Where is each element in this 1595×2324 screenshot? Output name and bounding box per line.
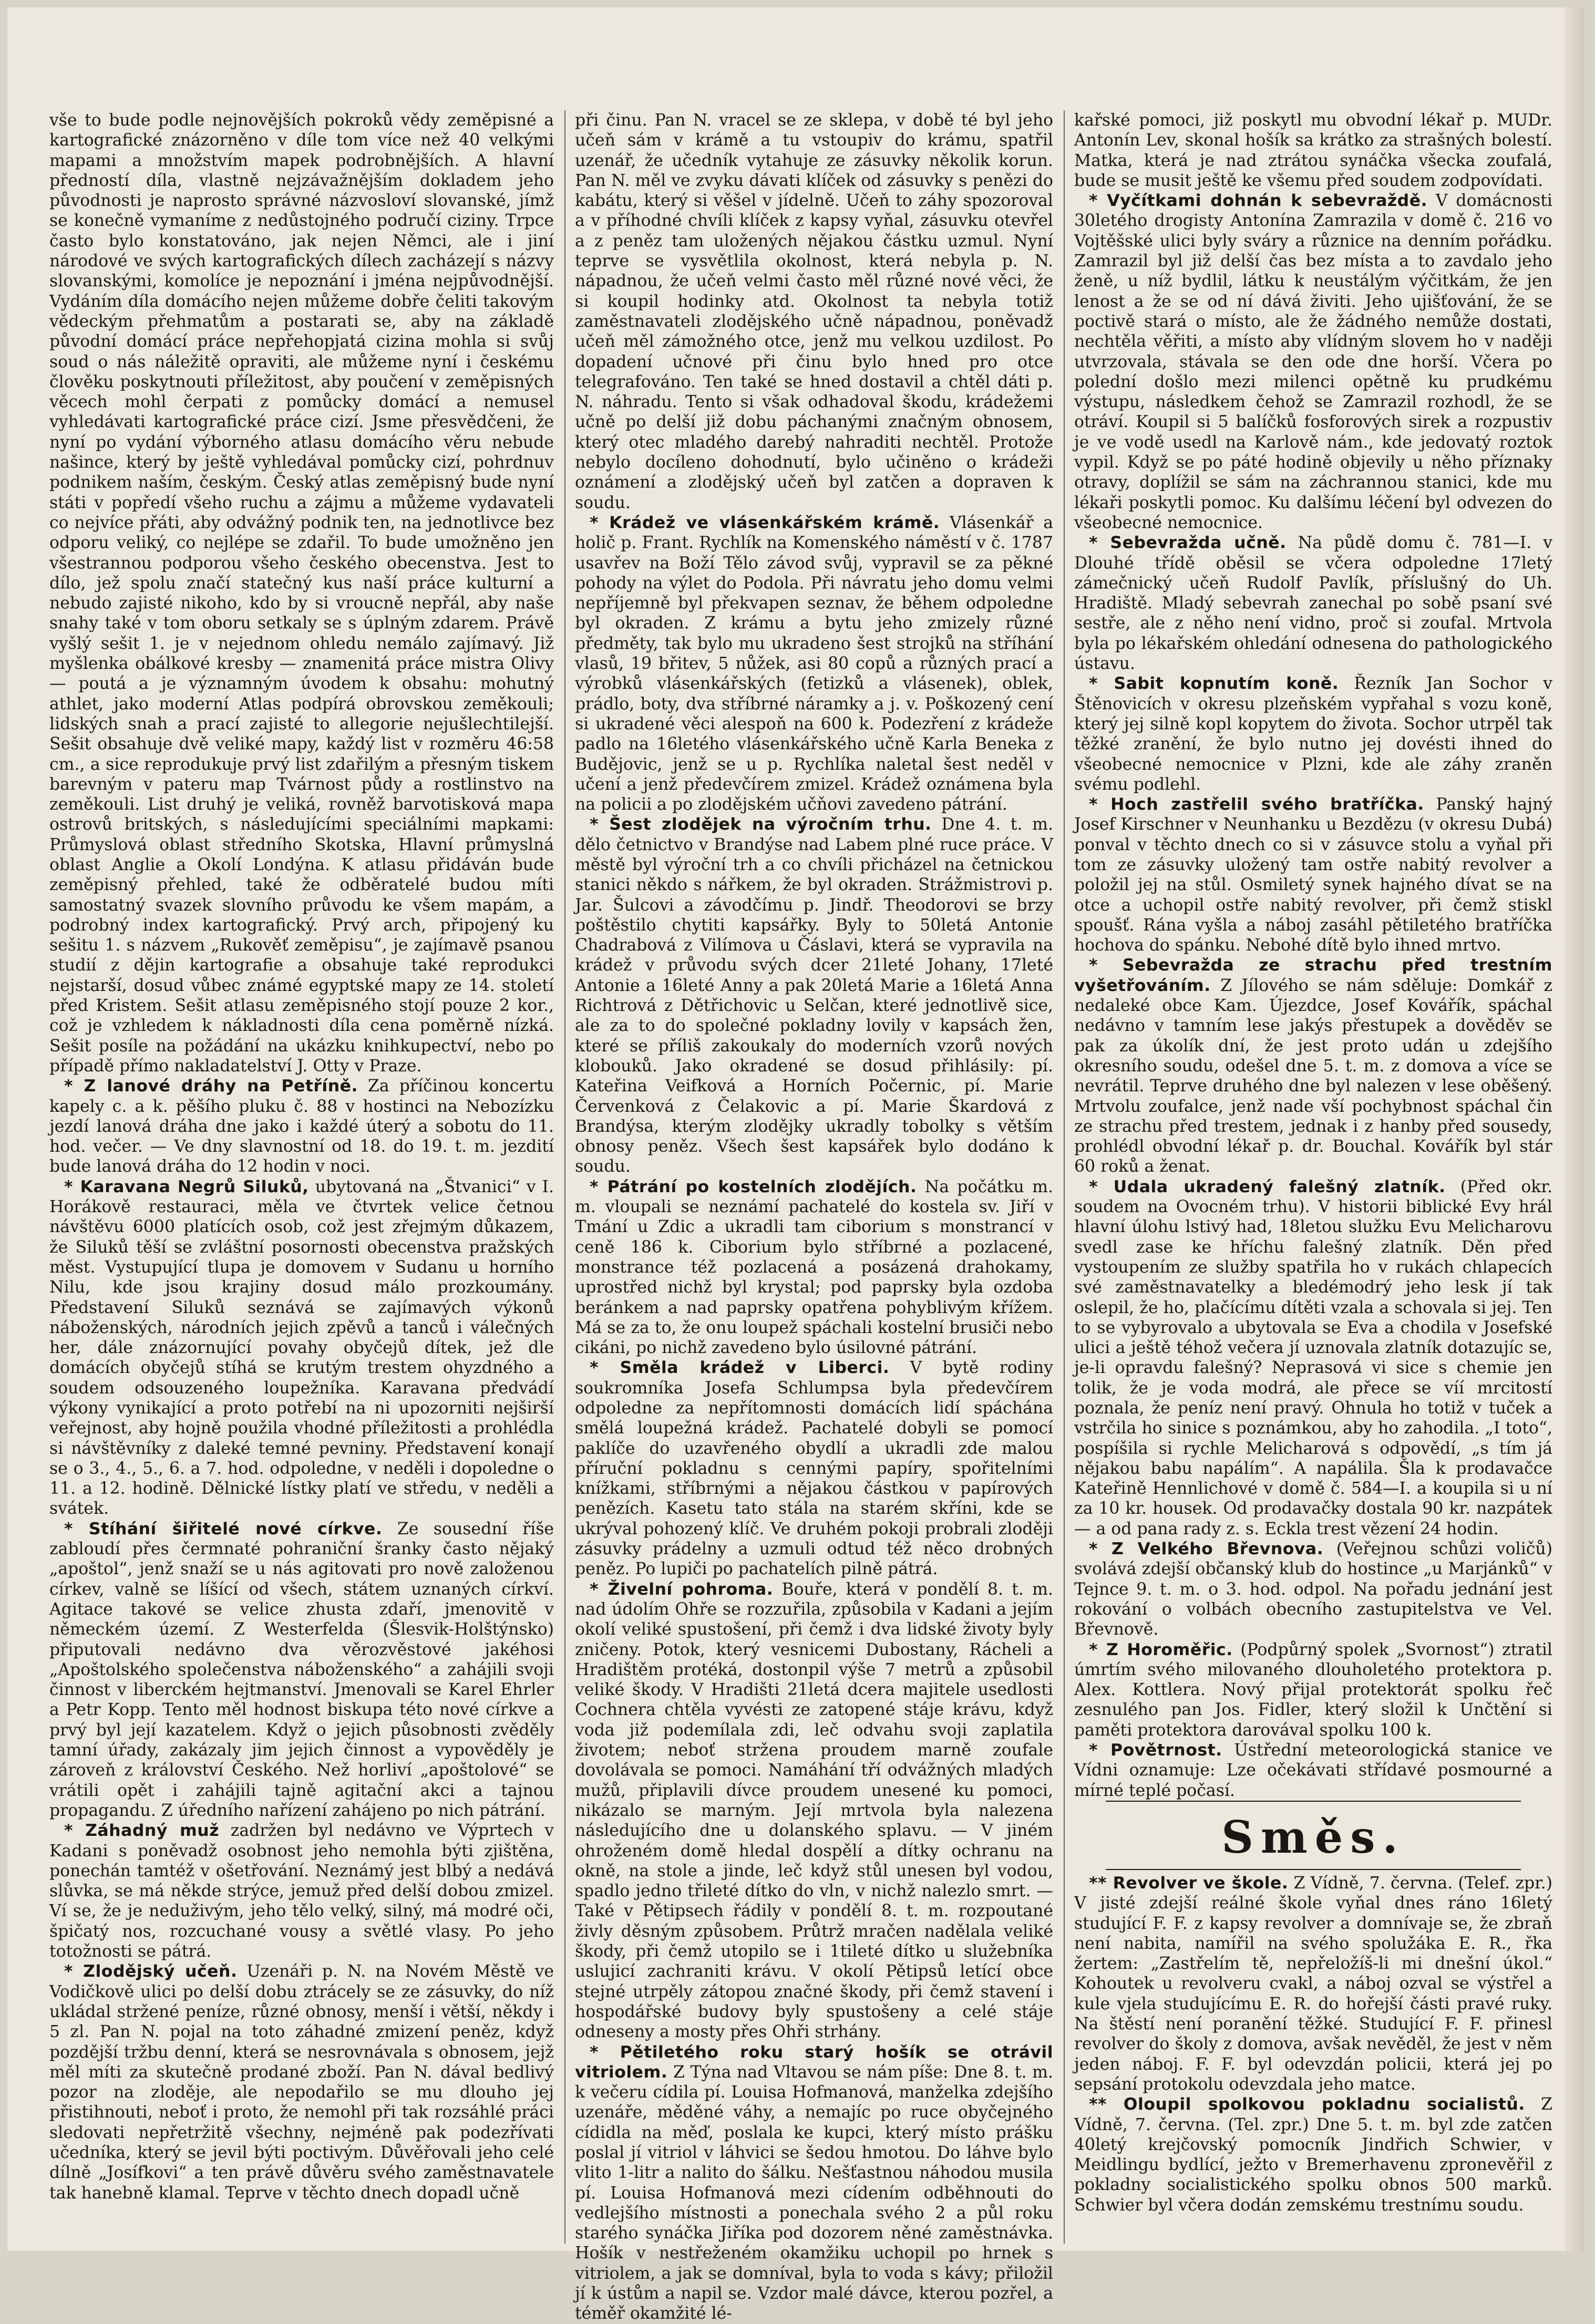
article-text: Panský hajný Josef Kirschner v Neunhanku u Bezdězu (v okresu Dubá) ponval v těchto dnech co si v zásuvce stolu a vyňal při tom ze zásuvky uložený tam ostře nabitý revolver a položil jej na stůl. Osmiletý synek hajného dívat se na otce a uchopil ostře nabitý revolver, při čemž stiskl spoušť. Rána vyšla a náboj zasáhl pětiletého bratříčka hochova do spánku. Nebohé dítě bylo ihned mrtvo. [1074,795,1553,955]
article [1074,794,1552,955]
article-heading: * Záhadný muž [64,1821,220,1841]
article [1074,1640,1552,1740]
newspaper-page [7,7,1584,2323]
column-2 [575,110,1054,2323]
article-text: Na počátku m. m. vloupali se neznámí pachatelé do kostela sv. Jiří v Tmání u Zdic a ukradli tam ciborium s monstrancí v ceně 186 k. Ciborium bylo stříbrné a pozlacené, monstrance též pozlacená a posázená drahokamy, uprostřed nichž byl krystal; pod paprsky byla ozdoba beránkem a nad paprsky opatřena pohyblivým křížem. Má se za to, že onu loupež spáchali kostelní brusiči nebo cikáni, po nichž zavedeno bylo úsilovné pátrání. [575,1177,1053,1358]
section-rule [1106,1801,1521,1802]
article-heading: ** Revolver ve škole. [1089,1873,1289,1893]
article [49,1519,554,1821]
article-heading: * Živelní pohroma. [590,1579,774,1599]
section-title: Směs. [1221,1811,1405,1863]
article [575,513,1053,814]
article [49,1961,554,2203]
article-heading: * Sebevražda učně. [1089,533,1287,553]
article [1074,674,1552,794]
article-text: Řezník Jan Sochor v Štěnovicích v okresu plzeňském vypřahal s vozu koně, který jej silně kopl kopytem do života. Sochor utrpěl tak těžké zranění, že bylo nutno jej dovésti ihned do všeobecné nemocnice v Plzni, kde ale záhy zraněn svému podlehl. [1074,674,1553,794]
article-heading: * Z Velkého Břevnova. [1089,1540,1324,1559]
article-text: (Před okr. soudem na Ovocném trhu). V historii biblické Evy hrál hlavní úlohu lstivý had, 18letou služku Evu Melicharovu svedl zase ke hříchu falešný zlatník. Děn před vystoupením ze služby spatřila ho v rukách chlapecích své zaměstnavatelky a bledémodrý jeho lesk jí tak oslepil, že ho, plačícímu dítěti vzala a schovala si jej. Ten to se vybyrovalo a ubytovala se Eva a chodila v Josefské ulici a ještě téhož večera jí uznovala zlatník dotazujíc se, je-li opravdu falešný? Neprasová vi sice s chemie jen tolik, že je voda modrá, ale přece se víí mrcitostí poznala, že peníz není pravý. Ohnula ho totiž v tuček a vstrčila ho sinice s poznámkou, aby ho zahodila. „I toto“, pospíšila si rychle Melicharová s odpovědí, „s tím já nějakou babu napálím“. A napálila. Šla k prodavačce Kateřině Hennlichové v domě č. 584—I. a koupila si u ní za 10 kr. housek. Od prodavačky dostala 90 kr. nazpátek — a od pana rady z. s. Eckla trest vězení 24 hodin. [1074,1177,1552,1538]
article-text: Ústřední meteorologická stanice ve Vídni oznamuje: Lze očekávati střídavé posmourné a mírné teplé počasí. [1074,1741,1552,1800]
article-text: Vlásenkář a holič p. Frant. Rychlík na Komenského náměstí v č. 1787 usavřev na Boží Tělo závod svůj, vypravil se za pěkné pohody na výlet do Podola. Při návratu jeho domu velmi nepříjemně byl překvapen seznav, že během odpoledne byl okraden. Z krámu a bytu jeho zmizely různé předměty, tak bylo mu ukradeno šest strojků na stříhání vlasů, 19 břitev, 5 nůžek, asi 80 copů a různých prací a výrobků vlásenkářských (fetizků a vlásenek), oblek, prádlo, boty, dva stříbrné náramky a j. v. Poškozený cení si ukradené věci alespoň na 600 k. Podezření z krádeže padlo na 16letého vlásenkářského učně Karla Beneka z Budějovic, jenž se u p. Rychlíka naletal šest neděl v učení a jenž předevčírem zmizel. Krádež oznámena byla na policii a po zlodějském učňovi zavedeno pátrání. [575,513,1054,814]
article [1074,110,1552,191]
article-text: vše to bude podle nejnovějších pokroků vědy zeměpisné a kartografické znázorněno v díle tom více než 40 velkými mapami a množstvím mapek podrobnějších. A hlavní předností díla, vlastně nejzávažnějším dokladem jeho původnosti je naprosto správné názvosloví slovanské, jímž se konečně vymaníme z nedůstojného područí ciziny. Trpce často bylo konstatováno, jak nejen Němci, ale i jiní národové ve svých kartografických dílech zacházejí s názvy slovanskými, komolíce je nepoznání i jména nejpůvodnější. Vydáním díla domácího nejen můžeme dobře čeliti takovým vědeckým přehmatům a postarati se, aby na základě původní domácí práce nepřehopjatá cizina mohla si svůj soud o nás náležitě opraviti, ale můžeme nyní i českému člověku poskytnouti příležitost, aby poučení v zeměpisných věcech mohl čerpati z pomůcky domácí a nemusel vyhledávati kartografické práce cizí. Jsme přesvědčeni, že nyní po vydání výborného atlasu domácího věru nebude našince, který by ještě vyhledával pomůcky cizí, pohrdnuv podnikem naším, českým. Český atlas zeměpisný bude nyní státi v popředí všeho ruchu a zájmu a můžeme vydavateli co nejvíce přáti, aby odvážný podnik ten, na jednotlivce bez odporu veliký, co nejlépe se zdařil. To bude umožněno jen všestrannou podporou všeho českého obecenstva. Jest to dílo, jež spolu značí statečný kus naší práce kulturní a nebudo zajisté nikoho, kdo by si vroucně nepřál, aby naše snahy také v tom oboru setkaly se s úplným zdarem. Právě vyšlý sešit 1. je v nejednom ohledu nemálo zajímavý. Již myšlenka obálkové kresby — znamenitá práce mistra Olivy — poutá a je významným úvodem k obsahu: mohutný athlet, jako moderní Atlas podpírá obrovskou zeměkouli; lidských snah a prací zajisté to allegorie nejušlechtilejší. Sešit obsahuje dvě veliké mapy, každý list v rozměru 46:58 cm., a sice reprodukuje prvý list zdařilým a přesným tiskem barevným v pateru map Tvárnost půdy a rostlinstvo na zeměkouli. List druhý je veliká, rovněž barvotisková mapa ostrovů britských, s následujícími speciálními mapkami: Průmyslová oblast středního Skotska, Hlavní průmyslná oblast Anglie a Okolí Londýna. K atlasu přidáván bude zeměpisný přehled, také že odběratelé budou míti samostatný svazek slovního průvodu ke všem mapám, a podrobný index kartografický. Prvý arch, připojený ku sešitu 1. s názvem „Rukověť zeměpisu“, je zajímavě psanou studií z dějin kartografie a obsahuje také reprodukci nejstarší, dosud vůbec známé egyptské mapy ze 14. století před Kristem. Sešit atlasu zeměpisného stojí pouze 2 kor., což je vzhledem k nákladnosti díla cena poměrně nízká. Sešit posíle na požádání na ukázku knihkupectví, nebo po případě přímo nakladatelství J. Otty v Praze. [49,111,554,1076]
section-rule [1106,1869,1521,1870]
article [1074,1873,1552,2094]
article [575,1177,1053,1358]
article-text: Z Jílového se nám sděluje: Domkář z nedaleké obce Kam. Újezdce, Josef Kovářík, spáchal nedávno v tamním lese jakýs přestupek a dověděv se pak za úkolík dní, že jest proto udán u zdejšího okresního soudu, odešel dne 5. t. m. z domova a více se nevrátil. Teprve druhého dne byl nalezen v lese oběšený. Mrtvolu zoufalce, jenž nade vší pochybnost spáchal čin ze strachu před trestem, jednak i z hanby před sousedy, prohlédl obvodní lékař p. dr. Bouchal. Kovářík byl stár 60 roků a ženat. [1074,976,1552,1176]
article-heading: * Udala ukradený falešný zlatník. [1089,1177,1446,1196]
article [575,2042,1053,2324]
article [49,1177,554,1519]
article [1074,2094,1552,2215]
article [49,110,554,1076]
article [49,1821,554,1961]
page-fold-shadow [1565,7,1584,2251]
article-heading: * Vyčítkami dohnán k sebevraždě. [1089,191,1428,211]
article-text: Uzenáři p. N. na Novém Městě ve Vodičkově ulici po delší dobu ztrácely se ze zásuvky, do níž ukládal stržené peníze, různé obnosy, menší i větší, někdy i 5 zl. Pan N. pojal na toto záhadné zmizení peněz, když pozdější tržbu denní, která se nesrovnávala s obnosem, jejž měl míti za skutečně prodané zboží. Pan N. dával bedlivý pozor na zloděje, ale nepodařilo se mu dlouho jej přistihnouti, neboť i proto, že nemohl při tak rozsáhlé práci sledovati nepřetržitě všechny, nejméně pak podezřívati učedníka, který se jevil býti poctivým. Důvěřovali jeho celé dílně „Josífkovi“ a ten právě důvěru svého zaměstnavatele tak hanebně klamal. Teprve v těchto dnech dopadl učně [49,1962,554,2203]
article [1074,1177,1552,1539]
article-heading: * Směla krádež v Liberci. [590,1358,890,1378]
article [575,1358,1053,1579]
article-heading: ** Oloupil spolkovou pokladnu socialistů. [1089,2095,1525,2114]
column-1 [49,110,554,2244]
article [575,110,1053,513]
article-text: (Podpůrný spolek „Svornost“) ztratil úmrtím svého milovaného dlouholetého protektora p. Alex. Kottlera. Nový přijal protektorát spolku řeč zesnulého pan Jos. Fidler, který složil k Unčtění si paměti protektora darovával spolku 100 k. [1074,1640,1553,1740]
article-text: Z Vídně, 7. června. (Tel. zpr.) Dne 5. t. m. byl zde zatčen 40letý krejčovský pomocník Jindřich Schwier, v Meidlingu bydlící, ježto v Bremerhavenu zpronevěřil z pokladny socialistického spolku obnos 500 marků. Schwier byl včera dodán zemskému trestnímu soudu. [1074,2095,1552,2215]
column-3 [1074,110,1552,2244]
article-text: Za příčinou koncertu kapely c. a k. pěšího pluku č. 88 v hostinci na Nebozízku jezdí lanová dráha dne jako i každé úterý a sobotu do 11. hod. večer. — Ve dny slavnostní od 18. do 19. t. m. jezdití bude lanová dráha do 12 hodin v noci. [49,1077,554,1176]
article [1074,1740,1552,1801]
article-text: zadržen byl nedávno ve Výprtech v Kadani s poněvadž osobnost jeho nemohla býti zjištěna, ponechán tamtéž v ošetřování. Neznámý jest blbý a nedává slůvka, se má někde strýce, jemuž před delší dobou zmizel. Ví se, že je neduživým, jeho tělo velký, silný, má modré oči, špičatý nos, rozcuchané vousy a světlé vlasy. Po jeho totožnosti se pátrá. [49,1821,554,1961]
column-rule [564,110,565,2244]
article-heading: * Sabit kopnutím koně. [1089,674,1339,694]
article-heading: * Povětrnost. [1089,1741,1222,1760]
article-heading: * Pátrání po kostelních zlodějích. [590,1177,917,1196]
article-heading: * Karavana Negrů Siluků, [64,1177,309,1196]
article-text: při činu. Pan N. vracel se ze sklepa, v době té byl jeho učeň sám v krámě a tu vstoupiv do krámu, spatřil uzenář, že učedník vytahuje ze zásuvky několik korun. Pan N. měl ve zvyku dávati klíček od zásuvky s penězi do kabátu, který si věšel v jídelně. Učeň to záhy spozoroval a v příhodné chvíli klíček z kapsy vyňal, zásuvku otevřel a z peněz tam uložených nějakou částku uzmul. Nyní teprve se vysvětlila okolnost, která nebyla p. N. nápadnou, že učeň velmi často měl různé nové věci, že si koupil hodinky atd. Okolnost ta nebyla totiž zaměstnavateli zlodějského učně nápadnou, poněvadž učeň měl zámožného otce, jenž mu velkou uzdilost. Po dopadení učnové při činu bylo hned pro otce telegrafováno. Ten také se hned dostavil a chtěl dáti p. N. náhradu. Tento si však odhadoval škodu, krádežemi učně po delší již dobu páchanými značným obnosem, který otec mladého darebý nahraditi nechtěl. Protože nebylo docíleno dohodnutí, bylo učiněno o krádeži oznámení a zlodějský učeň byl zatčen a dopraven k soudu. [575,111,1053,512]
article-text: (Veřejnou schůzi voličů) svolává zdejší občanský klub do hostince „u Marjánků“ v Tejnce 9. t. m. o 3. hod. odpol. Na pořadu jednání jest rokování o volbách obecního zastupitelstva ve Vel. Břevnově. [1074,1540,1552,1639]
article-text: Bouře, která v pondělí 8. t. m. nad údolím Ohře se rozzuřila, způsobila v Kadani a jejím okolí veliké spustošení, při čemž i dva lidské životy byly zničeny. Potok, který vesnicemi Dubostany, Rácheli a Hradištěm protéká, dostonpil výše 7 metrů a způsobil veliké škody. V Hradišti 21letá dcera majitele usedlosti Cochnera chtěla vyvésti ze zatopené stáje krávu, když voda již podemílala zdi, leč odvahu svoji zaplatila životem; neboť stržena proudem marně zoufale dovolávala se pomoci. Namáhání tří odvážných mladých mužů, připlavili dívce proudem unesené ku pomoci, nikázalo se marným. Její mrtvola byla nalezena následujícího dne u dolanského splavu. — V jiném ohroženém domě hledal dospělí a dítky ochranu na okně, na stole a jinde, leč když stůl unesen byl vodou, spadlo jedno třileté dítko do vln, v nichž nalezlo smrt. — Také v Pětipsech řádily v pondělí 8. t. m. rozpoutané živly děsným způsobem. Průtrž mračen nadělala veliké škody, při čemž utopilo se i 1tileté dítko u služebníka uslujicí zachraniti krávu. V okolí Pětipsů letící obce stejné utrpěly zátopou značné škody, při čemž stavení i hospodářské budovy byly spustošeny a celé stáje odneseny a mosty přes Ohři strhány. [575,1579,1053,2042]
article-text: Z Týna nad Vltavou se nám píše: Dne 8. t. m. k večeru cídila pí. Louisa Hofmanová, manželka zdejšího uzenáře, měděné váhy, a nemajíc po ruce obyčejného cídidla na měď, poslala ke kupci, který místo prášku poslal jí vitriol v láhvici se šedou hmotou. Do láhve bylo vlito 1-litr a nalito do šálku. Nešťastnou náhodou musila pí. Louisa Hofmanová mezi cídením odběhnouti do vedlejšího místnosti a ponechala svého 2 a půl roku starého synáčka Jiříka pod dozorem něné zaměstnávka. Hošík v nestřeženém okamžiku uchopil po hrnek s vitriolem, a jak se domníval, byla to voda s kávy; přiložil jí k ústům a napil se. Vzdor malé dávce, kterou pozřel, a téměř okamžité lé- [575,2062,1053,2323]
article [1074,955,1552,1176]
article [575,1579,1053,2042]
article-heading: * Sebevražda ze strachu před trestním vyšetřováním. [1074,956,1552,995]
article-heading: * Z Horoměřic. [1089,1640,1233,1659]
article-text: Dne 4. t. m. dělo četnictvo v Brandýse nad Labem plné ruce práce. V městě byl výroční trh a co chvíli přicházel na četnickou stanici někdo s nářkem, že byl okraden. Strážmistrovi p. Jar. Šulcovi a závodčímu p. Jindř. Theodorovi se brzy poštěstilo chytiti kapsářky. Byly to 50letá Antonie Chadrabová z Vilímova u Čáslavi, která se vypravila na krádež v průvodu svých dcer 21leté Johany, 17leté Antonie a 16leté Anny a pak 20letá Marie a 16letá Anna Richtrová z Dětřichovic u Selčan, které jednotlivě sice, ale za to do společné pokladny lovily v kapsách žen, které se příliš zakoukaly do moderních vzorů nových klobouků. Jako okradené se dosud přihlásily: pí. Kateřina Veifková a Horních Počernic, pí. Marie Červenková z Čelakovic a pí. Marie Škardová z Brandýsa, kterým zlodějky ukradly tobolky s větším obnosy peněz. Všech šest kapsářek bylo dodáno k soudu. [575,815,1053,1176]
article-heading: * Z lanové dráhy na Petříně. [64,1077,358,1096]
article-text: Ze sousední říše zabloudí přes čermnaté pohraniční šranky často nějaký „apoštol“, jenž snaží se u nás agitovati pro nově založenou církev, valně se líšící od všech, státem uznaných církví. Agitace takové se velice zhusta zdaří, jmenovitě v německém území. Z Westerfelda (Šlesvik-Holštýnsko) připutovali nedávno dva věrozvěstové jakéhosi „Apoštolského společenstva náboženského“ a zahájili svoji činnost v liberckém hejtmanství. Jmenovali se Karel Ehrler a Petr Kopp. Tento měl hodnost biskupa této nové církve a prvý byl její kazatelem. Když o jejich působnosti zvěděly tamní úřady, zakázaly jim jejich činnost a vypověděly je zároveň z království Českého. Než horliví „apoštolové“ se vrátili opět i zahájili tajně agitační akci a tajnou propagandu. Z úředního nařízení zahájeno po nich pátrání. [49,1519,554,1820]
article-heading: * Šest zlodějek na výročním trhu. [590,815,932,834]
article [575,814,1053,1176]
article-heading: * Pětiletého roku starý hošík se otrávil vitriolem. [575,2042,1053,2082]
article-heading: * Zlodějský učeň. [64,1962,238,1981]
column-rule [1064,110,1065,2244]
article [1074,533,1552,674]
article-text: V domácnosti 30letého drogisty Antonína Zamrazila v domě č. 216 vo Vojtěšské ulici byly sváry a různice na denním pořádku. Zamrazil byl již delší čas bez místa a to zavdalo jeho ženě, u níž bydlil, látku k neustálým výčitkám, že jen lenost a že se od ní dává živiti. Jeho ujišťování, že se poctivě stará o místo, ale že žádného nemůže dostati, nechtěla věřiti, a místo aby vlídným slovem ho v naději utvrzovala, stávala se den ode dne horší. Včera po polední došlo mezi milenci opětně ku prudkému výstupu, následkem čehož se Zamrazil rozhodl, že se otráví. Koupil si 5 balíčků fosforových sirek a rozpustiv je ve vodě usedl na Karlově nám., kde jedovatý roztok vypil. Když se po páté hodině objevily u něho příznaky otravy, doplížil se sám na záchrannou stanici, kde mu lékaři poskytli pomoc. Ku dalšímu léčení byl odvezen do všeobecné nemocnice. [1074,191,1552,532]
article-text: V bytě rodiny soukromníka Josefa Schlumpsa byla předevčírem odpoledne za nepřítomnosti domácích lidí spáchána smělá loupežná krádež. Pachatelé dobyli se pomocí paklíče do uzavřeného obydlí a ukradli zde malou příruční pokladnu s cennými papíry, spořitelními knížkami, stříbrnými a nějakou částkou v papírových penězích. Kasetu tato stála na starém skříni, kde se ukrýval pohozený klíč. Ve druhém pokoji probrali zloději zásuvky prádelny a uzmuli odtud též něco drobných peněz. Po lupiči po pachatelích pilně pátrá. [575,1358,1053,1579]
article-text: Na půdě domu č. 781—I. v Dlouhé třídě oběsil se včera odpoledne 17letý zámečnický učeň Rudolf Pavlík, příslušný do Uh. Hradiště. Mladý sebevrah zanechal po sobě psaní své sestře, ale z něho není vidno, proč si zoufal. Mrtvola byla po lékařském ohledání odnesena do pathologického ústavu. [1074,533,1553,674]
article-heading: * Stíhání šiřitelé nové církve. [64,1519,383,1538]
article [1074,1539,1552,1639]
article [1074,191,1552,533]
article-text: ubytovaná na „Štvanici“ v I. Horákově restauraci, měla ve čtvrtek velice četnou návštěvu 6000 platících osob, což jest zřejmým důkazem, že Siluků těší se zvláštní posornosti obecenstva pražských měst. Vystupující tlupa je domovem v Sudanu u horního Nilu, kde jsou krajiny dosud málo prozkoumány. Představení Siluků seznává se zajímavých výkonů náboženských, národních jejich zpěvů a tanců i válečných her, dále znázornující povahy obyčejů dítek, jež dle domácích obyčejů stíhá se krutým trestem ohyzdného a soudem odsouzeného loupežníka. Karavana předvádí výkony vynikající a proto potřebí na ni upozorniti nejširší veřejnost, aby hojně použila vhodné příležitosti a prohlédla si návštěvníky z daleké temné pevniny. Představení konají se o 3., 4., 5., 6. a 7. hod. odpoledne, v neděli i dopoledne o 11. a 12. hodině. Dělnické lístky platí ve středu, v neděli a svátek. [49,1177,554,1519]
article-heading: * Hoch zastřelil svého bratříčka. [1089,795,1424,814]
article-text: Z Vídně, 7. června. (Telef. zpr.) V jisté zdejší reálné škole vyňal dnes ráno 16letý studující F. F. z kapsy revolver a domnívaje se, že zbraň není nabita, namířil na svého spolužáka E. R., řka žertem: „Zastřelím tě, nepřeložíš-li mi dnešní úkol.“ Kohoutek u revolveru cvakl, a náboj ozval se výstřel a kule vjela studujícímu E. R. do hořejší části pravé ruky. Na štěstí není poranění těžké. Studující F. F. přinesl revolver do školy z domova, avšak nevěděl, že jest v něm jeden náboj. F. F. byl odevzdán policii, která jej po sepsání protokolu odevzdala jeho matce. [1074,1873,1553,2094]
article [49,1076,554,1176]
article-text: kařské pomoci, již poskytl mu obvodní lékař p. MUDr. Antonín Lev, skonal hošík sa krátko za strašných bolestí. Matka, která je nad ztrátou synáčka všecka zoufalá, bude se musit ještě ke všemu před soudem zodpovídati. [1074,111,1552,190]
article-heading: * Krádež ve vlásenkářském krámě. [590,513,940,532]
